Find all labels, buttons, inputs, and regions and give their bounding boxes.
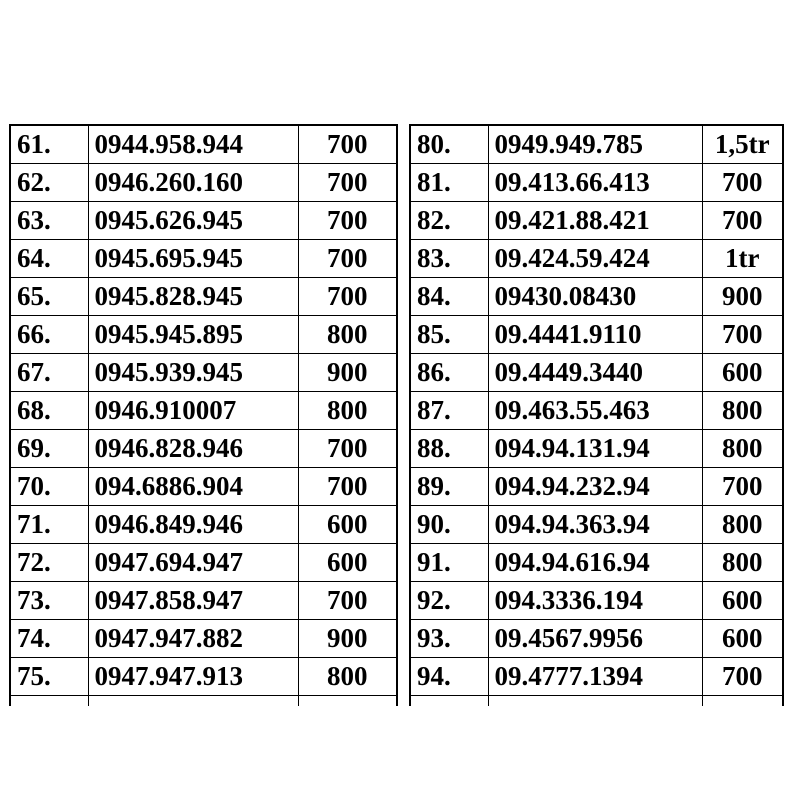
row-number-cell: 85.: [410, 316, 488, 354]
table-row: [410, 506, 783, 544]
phone-number-cell: 0945.945.895: [88, 316, 298, 354]
row-number-cell: 69.: [10, 430, 88, 468]
table-row: [410, 164, 783, 202]
price-cell: 800: [298, 392, 397, 430]
price-cell: 700: [702, 658, 783, 696]
phone-number-cell: 09.4449.3440: [488, 354, 702, 392]
table-row: [410, 658, 783, 696]
price-cell: 700: [298, 430, 397, 468]
phone-number-cell: 09.4567.9956: [488, 620, 702, 658]
table-row: [10, 278, 397, 316]
price-cell: 700: [702, 468, 783, 506]
row-number-cell: 73.: [10, 582, 88, 620]
price-cell: 700: [702, 202, 783, 240]
table-row: [10, 658, 397, 696]
price-cell: 1,5tr: [702, 125, 783, 164]
phone-number-cell: 0947.694.947: [88, 544, 298, 582]
phone-number-cell: 09.424.59.424: [488, 240, 702, 278]
table-row: [410, 582, 783, 620]
row-number-cell: 68.: [10, 392, 88, 430]
table-row: [10, 202, 397, 240]
table-row: [10, 506, 397, 544]
table-row: [410, 316, 783, 354]
row-number-cell: 72.: [10, 544, 88, 582]
phone-number-cell: 0949.949.785: [488, 125, 702, 164]
price-cell: 700: [298, 202, 397, 240]
phone-number-cell: 0946.910007: [88, 392, 298, 430]
price-cell: 600: [298, 506, 397, 544]
phone-number-cell: 09.4441.9110: [488, 316, 702, 354]
price-cell: 700: [298, 278, 397, 316]
phone-number-cell: 09.463.55.463: [488, 392, 702, 430]
phone-number-cell: 0947.858.947: [88, 582, 298, 620]
table-row: [10, 240, 397, 278]
phone-number-cell: 0946.849.946: [88, 506, 298, 544]
phone-number-cell: 0947.947.882: [88, 620, 298, 658]
price-cell: 700: [298, 164, 397, 202]
row-number-cell: 88.: [410, 430, 488, 468]
row-number-cell: 66.: [10, 316, 88, 354]
cutoff-cell: [88, 696, 298, 706]
table-row: [10, 316, 397, 354]
row-number-cell: 75.: [10, 658, 88, 696]
row-number-cell: 83.: [410, 240, 488, 278]
phone-number-cell: 094.6886.904: [88, 468, 298, 506]
price-cell: 800: [298, 658, 397, 696]
left-phone-number-table: [9, 124, 398, 706]
table-row: [410, 620, 783, 658]
price-cell: 1tr: [702, 240, 783, 278]
phone-number-cell: 0945.626.945: [88, 202, 298, 240]
table-row: [10, 468, 397, 506]
price-cell: 700: [298, 240, 397, 278]
price-cell: 700: [298, 582, 397, 620]
price-cell: 700: [298, 125, 397, 164]
phone-number-cell: 0944.958.944: [88, 125, 298, 164]
cutoff-row: [10, 696, 397, 706]
cutoff-cell: [298, 696, 397, 706]
phone-number-cell: 094.94.363.94: [488, 506, 702, 544]
phone-number-cell: 09430.08430: [488, 278, 702, 316]
price-cell: 900: [298, 354, 397, 392]
row-number-cell: 93.: [410, 620, 488, 658]
price-cell: 600: [702, 582, 783, 620]
row-number-cell: 90.: [410, 506, 488, 544]
phone-number-cell: 0945.939.945: [88, 354, 298, 392]
cutoff-cell: [488, 696, 702, 706]
phone-number-cell: 0947.947.913: [88, 658, 298, 696]
price-cell: 700: [702, 316, 783, 354]
table-row: [10, 430, 397, 468]
phone-number-cell: 09.4777.1394: [488, 658, 702, 696]
row-number-cell: 61.: [10, 125, 88, 164]
phone-number-cell: 0945.828.945: [88, 278, 298, 316]
table-row: [410, 202, 783, 240]
phone-number-cell: 094.94.131.94: [488, 430, 702, 468]
phone-number-cell: 0945.695.945: [88, 240, 298, 278]
table-row: [410, 354, 783, 392]
price-cell: 800: [702, 544, 783, 582]
row-number-cell: 94.: [410, 658, 488, 696]
table-row: [10, 354, 397, 392]
cutoff-cell: [10, 696, 88, 706]
table-row: [10, 164, 397, 202]
row-number-cell: 65.: [10, 278, 88, 316]
table-row: [410, 392, 783, 430]
table-row: [410, 240, 783, 278]
phone-number-cell: 09.421.88.421: [488, 202, 702, 240]
price-cell: 700: [298, 468, 397, 506]
table-row: [410, 468, 783, 506]
table-row: [10, 620, 397, 658]
price-cell: 600: [298, 544, 397, 582]
table-row: [410, 430, 783, 468]
row-number-cell: 62.: [10, 164, 88, 202]
row-number-cell: 91.: [410, 544, 488, 582]
row-number-cell: 74.: [10, 620, 88, 658]
phone-number-cell: 094.94.232.94: [488, 468, 702, 506]
table-row: [10, 544, 397, 582]
table-row: [10, 125, 397, 164]
right-phone-number-table: [409, 124, 784, 706]
table-row: [10, 392, 397, 430]
row-number-cell: 87.: [410, 392, 488, 430]
phone-number-cell: 09.413.66.413: [488, 164, 702, 202]
price-cell: 900: [702, 278, 783, 316]
price-cell: 800: [702, 506, 783, 544]
row-number-cell: 82.: [410, 202, 488, 240]
phone-number-cell: 0946.260.160: [88, 164, 298, 202]
row-number-cell: 63.: [10, 202, 88, 240]
price-cell: 700: [702, 164, 783, 202]
table-row: [10, 582, 397, 620]
price-cell: 800: [702, 430, 783, 468]
row-number-cell: 92.: [410, 582, 488, 620]
cutoff-row: [410, 696, 783, 706]
row-number-cell: 81.: [410, 164, 488, 202]
cutoff-cell: [702, 696, 783, 706]
row-number-cell: 71.: [10, 506, 88, 544]
price-cell: 800: [702, 392, 783, 430]
row-number-cell: 84.: [410, 278, 488, 316]
cutoff-cell: [410, 696, 488, 706]
row-number-cell: 80.: [410, 125, 488, 164]
price-cell: 600: [702, 354, 783, 392]
table-row: [410, 125, 783, 164]
row-number-cell: 64.: [10, 240, 88, 278]
table-row: [410, 278, 783, 316]
phone-number-cell: 094.3336.194: [488, 582, 702, 620]
price-cell: 900: [298, 620, 397, 658]
row-number-cell: 70.: [10, 468, 88, 506]
price-cell: 600: [702, 620, 783, 658]
row-number-cell: 89.: [410, 468, 488, 506]
phone-number-cell: 094.94.616.94: [488, 544, 702, 582]
price-cell: 800: [298, 316, 397, 354]
row-number-cell: 86.: [410, 354, 488, 392]
phone-number-cell: 0946.828.946: [88, 430, 298, 468]
row-number-cell: 67.: [10, 354, 88, 392]
table-row: [410, 544, 783, 582]
